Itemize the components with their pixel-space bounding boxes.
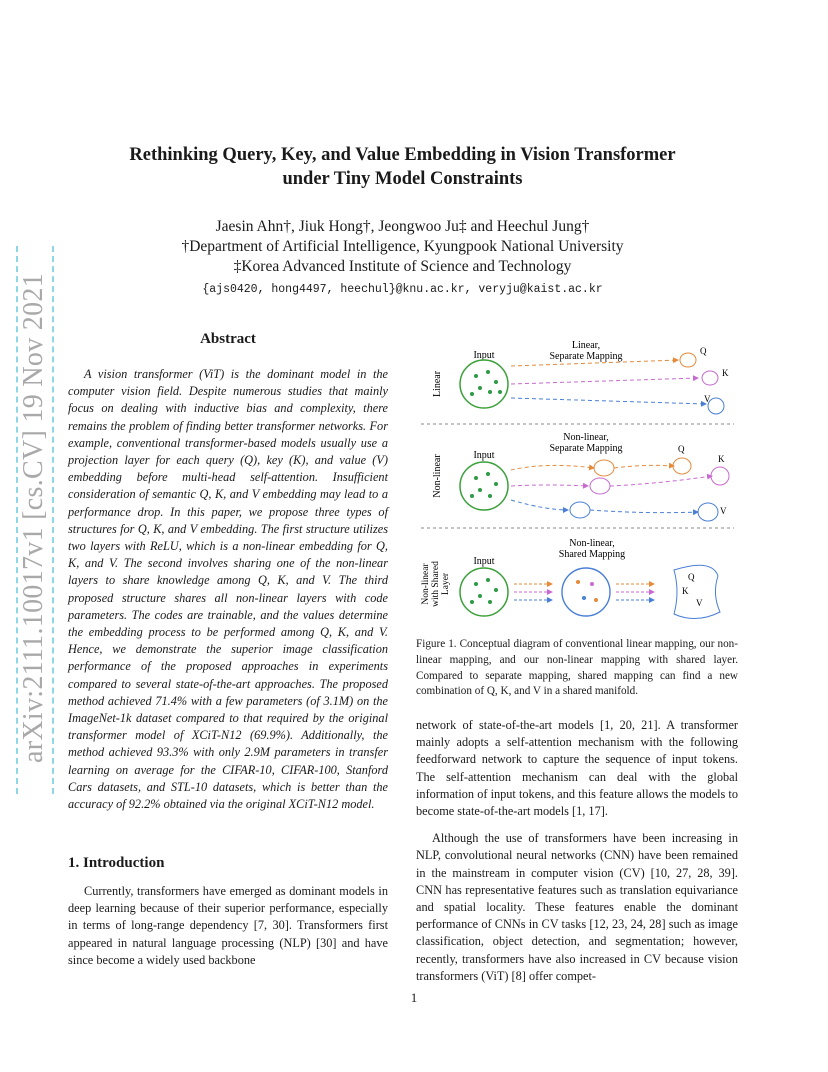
row3-input-label: Input [473,556,495,567]
right-paragraph-2: Although the use of transformers have been increasing in NLP, convolutional neural networks (CNN) have been remained in the mainstream in computer vision (CV) [10, 27, 28, 39]. CNN has representative features such as translation equivariance and spatial locality. These features enable the dominant performance of CNNs in CV tasks [12, 23, 24, 28] such as image classification, object detection, and segmentation; however, recently, transformers have also increased in CV because vision transformers (ViT) [8] offer compet- [416,831,738,983]
page-number: 1 [410,990,418,1005]
row3-side-label: Non-linearwith SharedLayer [421,561,451,607]
row3-v-label: V [696,598,703,608]
abstract-heading: Abstract [200,331,256,347]
row1-q-set [680,353,696,367]
row3-mapping-label: Non-linear, Shared Mapping [558,538,626,560]
row3-input-set [460,568,508,616]
arxiv-stamp [18,248,50,788]
right-column-body [416,717,738,995]
figure-caption: Figure 1. Conceptual diagram of conventional linear mapping, our non-linear mapping, and our non-linear mapping with shared layer. Compared to separate mapping, shared mapping can find a new combination of Q, K, and V in a shared manifold. [416,638,738,698]
row1-side-label: Linear [432,370,443,398]
row2-k-label: K [718,454,725,464]
row1-input-set [460,360,508,408]
row2-input-label: Input [473,450,495,461]
row2-input-set [460,462,508,510]
row2-v-label: V [720,506,727,516]
right-paragraph-1: network of state-of-the-art models [1, 20, 21]. A transformer mainly adopts a self-attention mechanism with the following feedforward network to capture the sequence of input tokens. The self-attention mechanism can deal with the global information of input tokens, and this feature allows the models to become state-of-the-art models [1, 17]. [416,718,738,819]
paper-title [100,143,705,191]
row2-mapping-label: Non-linear, Separate Mapping [549,432,623,454]
row3-shared-manifold [674,565,720,618]
author-block [100,217,705,300]
intro-text: Currently, transformers have emerged as dominant models in deep learning because of their superior performance, especially in terms of long-range dependency [7, 30]. Transformers first appeared in natural language processing (NLP) [30] and have since become a widely used backbone [68,884,388,967]
author-names: Jaesin Ahn†, Jiuk Hong†, Jeongwoo Ju‡ and Heechul Jung† [215,218,590,235]
affiliation-1: †Department of Artificial Intelligence, Kyungpook National University [181,238,624,255]
row2-k-set [711,467,729,485]
affiliation-2: ‡Korea Advanced Institute of Science and Technology [233,258,572,275]
row1-input-label: Input [473,350,495,361]
row1-q-label: Q [700,346,707,356]
figure-1-diagram [416,336,738,626]
author-emails: {ajs0420, hong4497, heechul}@knu.ac.kr, veryju@kaist.ac.kr [202,283,603,296]
row2-q-set [673,458,691,474]
row3-k-label: K [682,586,689,596]
row1-k-set [702,371,718,385]
row2-side-label: Non-linear [432,454,443,498]
row2-v-set [698,503,718,521]
title-line-2: under Tiny Model Constraints [282,169,523,189]
title-line-1: Rethinking Query, Key, and Value Embedding in Vision Transformer [129,145,676,165]
row1-k-label: K [722,368,729,378]
row3-q-label: Q [688,572,695,582]
row1-mapping-label: Linear, Separate Mapping [549,340,623,362]
row2-q-label: Q [678,444,685,454]
arxiv-id: arXiv:2111.10017v1 [cs.CV] 19 Nov 2021 [18,273,49,763]
row3-shared-set [562,568,610,616]
abstract-text: A vision transformer (ViT) is the dominant model in the computer vision field. Despite numerous studies that mainly focus on dealing with inductive bias and complexity, there remains the problem of finding better transformer networks. For example, conventional transformer-based models usually use a projection layer for each query (Q), key (K), and value (V) embedding before multi-head self-attention. Insufficient consideration of semantic Q, K, and V embedding may lead to a performance drop. In this paper, we propose three types of structures for Q, K, and V embedding. The first structure utilizes two layers with ReLU, which is a non-linear embedding for Q, K, and V. The second involves sharing one of the non-linear layers to share knowledge among Q, K, and V. The third proposed structure shares all non-linear layers with code parameters. The codes are trainable, and the values determine the embedding process to be performed among Q, K, and V. Hence, we demonstrate the superior image classification performance of the proposed approaches in experiments compared to several state-of-the-art approaches. The proposed method achieved 71.4% with a few parameters (of 3.1M) on the ImageNet-1k dataset compared to that required by the original transformer model of XCiT-N12 (69.9%). Additionally, the method achieved 93.3% with only 2.9M parameters in transfer learning on average for the CIFAR-10, CIFAR-100, Stanford Cars datasets, and STL-10 datasets, which is better than the accuracy of 92.2% obtained via the original XCiT-N12 model. [68,367,388,812]
intro-heading: 1. Introduction [68,855,165,871]
row1-v-label: V [704,394,711,404]
